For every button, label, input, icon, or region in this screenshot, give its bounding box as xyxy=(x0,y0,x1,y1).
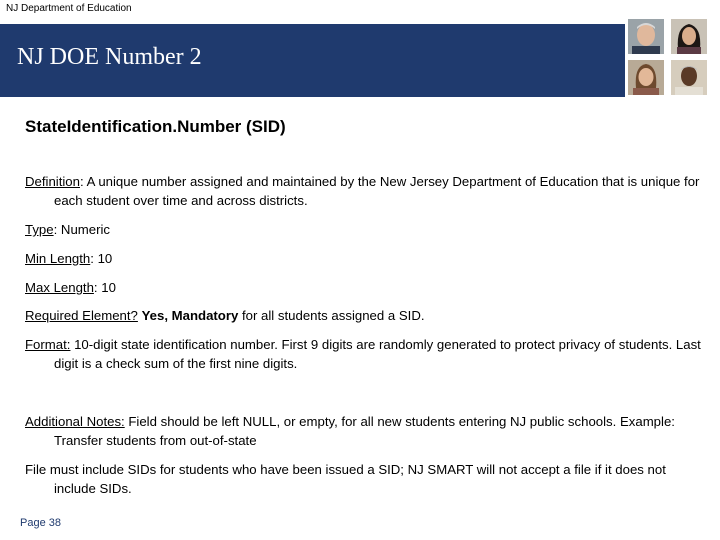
max-length-field xyxy=(25,278,705,297)
required-label: Required Element? xyxy=(25,308,138,323)
staff-photos xyxy=(625,16,720,98)
min-length-field xyxy=(25,249,705,268)
staff-photo-1 xyxy=(628,19,664,54)
required-text: for all students assigned a SID. xyxy=(238,308,425,323)
title-banner xyxy=(0,24,720,97)
definition-field xyxy=(25,172,705,210)
required-emphasis: Yes, Mandatory xyxy=(141,308,239,323)
staff-photo-4 xyxy=(671,60,707,95)
type-label: Type xyxy=(25,222,54,237)
max-length-label: Max Length xyxy=(25,280,94,295)
format-text: 10-digit state identification number. First 9 digits are randomly generated to protect privacy of students. Last digit is a check sum of the first nine digits. xyxy=(54,337,701,371)
org-name: NJ Department of Education xyxy=(6,3,132,14)
definition-text: : A unique number assigned and maintained by the New Jersey Department of Education that is unique for each student over time and across districts. xyxy=(54,174,700,208)
type-field xyxy=(25,220,705,239)
page-number: Page 38 xyxy=(20,517,61,529)
notes-field xyxy=(25,412,705,450)
max-length-value: : 10 xyxy=(93,280,116,295)
file-note: File must include SIDs for students who have been issued a SID; NJ SMART will not accept a file if it does not include SIDs. xyxy=(25,462,666,496)
staff-photo-3 xyxy=(628,60,664,95)
notes-text: Field should be left NULL, or empty, for all new students entering NJ public schools. Example: Transfer students from out-of-state xyxy=(54,414,675,448)
page-title: NJ DOE Number 2 xyxy=(17,44,202,70)
notes-label: Additional Notes: xyxy=(25,414,125,429)
min-length-label: Min Length xyxy=(25,251,91,266)
staff-photo-2 xyxy=(671,19,707,54)
type-value: : Numeric xyxy=(53,222,111,237)
format-label: Format: xyxy=(25,337,71,352)
min-length-value: : 10 xyxy=(90,251,113,266)
section-heading: StateIdentification.Number (SID) xyxy=(25,117,286,136)
definition-label: Definition xyxy=(25,174,80,189)
format-field xyxy=(25,335,705,373)
required-field xyxy=(25,306,705,325)
